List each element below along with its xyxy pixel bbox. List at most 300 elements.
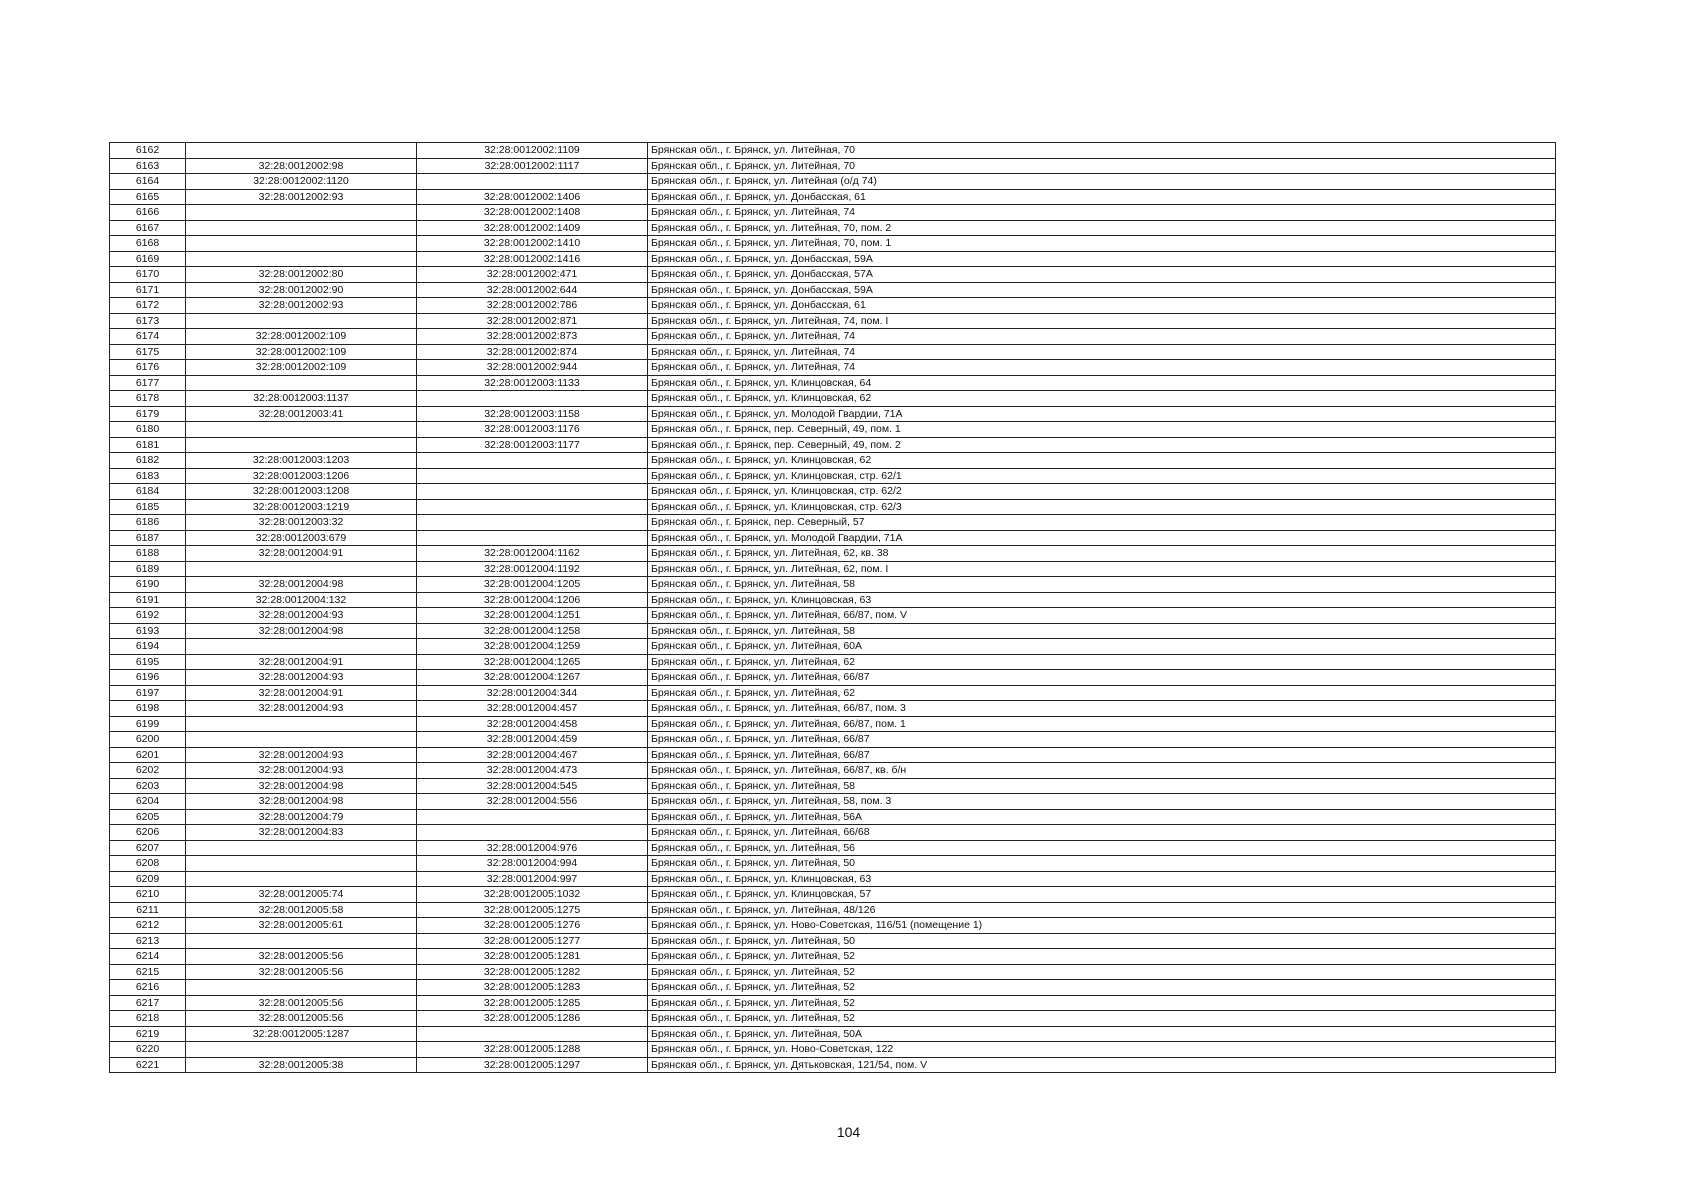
object-cadastral-number-cell: 32:28:0012002:874 — [417, 344, 648, 360]
address-cell: Брянская обл., г. Брянск, ул. Клинцовская, стр. 62/3 — [648, 499, 1556, 515]
address-cell: Брянская обл., г. Брянск, ул. Литейная, 62, пом. I — [648, 561, 1556, 577]
address-cell: Брянская обл., г. Брянск, ул. Клинцовская, 63 — [648, 592, 1556, 608]
object-cadastral-number-cell: 32:28:0012003:1176 — [417, 422, 648, 438]
parcel-cadastral-number-cell: 32:28:0012005:61 — [186, 918, 417, 934]
row-number-cell: 6174 — [110, 329, 186, 345]
row-number-cell: 6201 — [110, 747, 186, 763]
table-row — [110, 406, 1556, 422]
table-row — [110, 670, 1556, 686]
address-cell: Брянская обл., г. Брянск, ул. Ново-Советская, 116/51 (помещение 1) — [648, 918, 1556, 934]
address-cell: Брянская обл., г. Брянск, ул. Литейная, 52 — [648, 995, 1556, 1011]
row-number-cell: 6164 — [110, 174, 186, 190]
table-row — [110, 732, 1556, 748]
address-cell: Брянская обл., г. Брянск, ул. Донбасская, 59А — [648, 282, 1556, 298]
address-cell: Брянская обл., г. Брянск, ул. Литейная, 62 — [648, 654, 1556, 670]
row-number-cell: 6175 — [110, 344, 186, 360]
parcel-cadastral-number-cell: 32:28:0012004:98 — [186, 794, 417, 810]
object-cadastral-number-cell: 32:28:0012002:1408 — [417, 205, 648, 221]
parcel-cadastral-number-cell: 32:28:0012005:56 — [186, 1011, 417, 1027]
object-cadastral-number-cell: 32:28:0012002:1117 — [417, 158, 648, 174]
object-cadastral-number-cell: 32:28:0012004:1259 — [417, 639, 648, 655]
row-number-cell: 6199 — [110, 716, 186, 732]
parcel-cadastral-number-cell — [186, 639, 417, 655]
address-cell: Брянская обл., г. Брянск, ул. Литейная, 66/87, пом. 1 — [648, 716, 1556, 732]
table-row — [110, 933, 1556, 949]
row-number-cell: 6167 — [110, 220, 186, 236]
table-row — [110, 763, 1556, 779]
table-row — [110, 344, 1556, 360]
row-number-cell: 6191 — [110, 592, 186, 608]
parcel-cadastral-number-cell: 32:28:0012004:79 — [186, 809, 417, 825]
parcel-cadastral-number-cell: 32:28:0012002:93 — [186, 189, 417, 205]
object-cadastral-number-cell: 32:28:0012005:1286 — [417, 1011, 648, 1027]
parcel-cadastral-number-cell: 32:28:0012005:1287 — [186, 1026, 417, 1042]
address-cell: Брянская обл., г. Брянск, ул. Литейная, 74 — [648, 360, 1556, 376]
parcel-cadastral-number-cell: 32:28:0012005:56 — [186, 964, 417, 980]
object-cadastral-number-cell: 32:28:0012003:1158 — [417, 406, 648, 422]
parcel-cadastral-number-cell — [186, 980, 417, 996]
parcel-cadastral-number-cell: 32:28:0012002:109 — [186, 329, 417, 345]
row-number-cell: 6183 — [110, 468, 186, 484]
row-number-cell: 6169 — [110, 251, 186, 267]
address-cell: Брянская обл., г. Брянск, ул. Литейная, 74 — [648, 329, 1556, 345]
object-cadastral-number-cell: 32:28:0012004:1265 — [417, 654, 648, 670]
table-row — [110, 1026, 1556, 1042]
object-cadastral-number-cell — [417, 453, 648, 469]
parcel-cadastral-number-cell — [186, 313, 417, 329]
address-cell: Брянская обл., г. Брянск, ул. Дятьковская, 121/54, пом. V — [648, 1057, 1556, 1073]
table-row — [110, 484, 1556, 500]
parcel-cadastral-number-cell: 32:28:0012003:32 — [186, 515, 417, 531]
parcel-cadastral-number-cell — [186, 732, 417, 748]
address-cell: Брянская обл., г. Брянск, ул. Донбасская, 59А — [648, 251, 1556, 267]
parcel-cadastral-number-cell: 32:28:0012004:98 — [186, 778, 417, 794]
object-cadastral-number-cell: 32:28:0012005:1283 — [417, 980, 648, 996]
address-cell: Брянская обл., г. Брянск, ул. Клинцовская, 62 — [648, 391, 1556, 407]
object-cadastral-number-cell: 32:28:0012004:1192 — [417, 561, 648, 577]
row-number-cell: 6207 — [110, 840, 186, 856]
registry-table — [109, 142, 1556, 1073]
parcel-cadastral-number-cell — [186, 871, 417, 887]
parcel-cadastral-number-cell: 32:28:0012002:1120 — [186, 174, 417, 190]
parcel-cadastral-number-cell: 32:28:0012003:1208 — [186, 484, 417, 500]
object-cadastral-number-cell: 32:28:0012004:545 — [417, 778, 648, 794]
object-cadastral-number-cell — [417, 809, 648, 825]
object-cadastral-number-cell: 32:28:0012002:1109 — [417, 143, 648, 159]
table-row — [110, 995, 1556, 1011]
object-cadastral-number-cell: 32:28:0012004:1251 — [417, 608, 648, 624]
table-row — [110, 654, 1556, 670]
parcel-cadastral-number-cell: 32:28:0012003:1203 — [186, 453, 417, 469]
object-cadastral-number-cell: 32:28:0012003:1177 — [417, 437, 648, 453]
address-cell: Брянская обл., г. Брянск, ул. Литейная, 60А — [648, 639, 1556, 655]
row-number-cell: 6168 — [110, 236, 186, 252]
parcel-cadastral-number-cell: 32:28:0012003:1137 — [186, 391, 417, 407]
table-row — [110, 964, 1556, 980]
address-cell: Брянская обл., г. Брянск, ул. Литейная, 70, пом. 1 — [648, 236, 1556, 252]
address-cell: Брянская обл., г. Брянск, ул. Литейная, 52 — [648, 949, 1556, 965]
row-number-cell: 6176 — [110, 360, 186, 376]
row-number-cell: 6215 — [110, 964, 186, 980]
address-cell: Брянская обл., г. Брянск, ул. Литейная, 66/87, кв. б/н — [648, 763, 1556, 779]
row-number-cell: 6181 — [110, 437, 186, 453]
parcel-cadastral-number-cell: 32:28:0012003:1219 — [186, 499, 417, 515]
object-cadastral-number-cell: 32:28:0012004:1258 — [417, 623, 648, 639]
object-cadastral-number-cell: 32:28:0012004:976 — [417, 840, 648, 856]
parcel-cadastral-number-cell: 32:28:0012003:679 — [186, 530, 417, 546]
row-number-cell: 6180 — [110, 422, 186, 438]
parcel-cadastral-number-cell: 32:28:0012002:80 — [186, 267, 417, 283]
row-number-cell: 6193 — [110, 623, 186, 639]
table-row — [110, 422, 1556, 438]
address-cell: Брянская обл., г. Брянск, ул. Литейная, 52 — [648, 1011, 1556, 1027]
row-number-cell: 6182 — [110, 453, 186, 469]
row-number-cell: 6198 — [110, 701, 186, 717]
row-number-cell: 6166 — [110, 205, 186, 221]
row-number-cell: 6162 — [110, 143, 186, 159]
row-number-cell: 6200 — [110, 732, 186, 748]
table-row — [110, 205, 1556, 221]
row-number-cell: 6217 — [110, 995, 186, 1011]
object-cadastral-number-cell — [417, 468, 648, 484]
table-row — [110, 577, 1556, 593]
row-number-cell: 6206 — [110, 825, 186, 841]
object-cadastral-number-cell: 32:28:0012005:1275 — [417, 902, 648, 918]
address-cell: Брянская обл., г. Брянск, ул. Литейная, 48/126 — [648, 902, 1556, 918]
address-cell: Брянская обл., г. Брянск, ул. Литейная, 74, пом. I — [648, 313, 1556, 329]
address-cell: Брянская обл., г. Брянск, ул. Литейная, 52 — [648, 964, 1556, 980]
object-cadastral-number-cell: 32:28:0012004:344 — [417, 685, 648, 701]
row-number-cell: 6165 — [110, 189, 186, 205]
parcel-cadastral-number-cell: 32:28:0012002:109 — [186, 344, 417, 360]
parcel-cadastral-number-cell — [186, 220, 417, 236]
row-number-cell: 6214 — [110, 949, 186, 965]
table-row — [110, 1057, 1556, 1073]
object-cadastral-number-cell: 32:28:0012005:1282 — [417, 964, 648, 980]
table-row — [110, 747, 1556, 763]
row-number-cell: 6220 — [110, 1042, 186, 1058]
object-cadastral-number-cell: 32:28:0012004:458 — [417, 716, 648, 732]
table-row — [110, 236, 1556, 252]
address-cell: Брянская обл., г. Брянск, ул. Литейная, 66/87 — [648, 747, 1556, 763]
parcel-cadastral-number-cell — [186, 561, 417, 577]
row-number-cell: 6202 — [110, 763, 186, 779]
row-number-cell: 6205 — [110, 809, 186, 825]
parcel-cadastral-number-cell: 32:28:0012005:56 — [186, 995, 417, 1011]
row-number-cell: 6218 — [110, 1011, 186, 1027]
address-cell: Брянская обл., г. Брянск, ул. Клинцовская, стр. 62/2 — [648, 484, 1556, 500]
object-cadastral-number-cell: 32:28:0012002:644 — [417, 282, 648, 298]
table-row — [110, 871, 1556, 887]
table-row — [110, 298, 1556, 314]
parcel-cadastral-number-cell: 32:28:0012005:58 — [186, 902, 417, 918]
table-row — [110, 158, 1556, 174]
row-number-cell: 6170 — [110, 267, 186, 283]
row-number-cell: 6204 — [110, 794, 186, 810]
address-cell: Брянская обл., г. Брянск, ул. Ново-Советская, 122 — [648, 1042, 1556, 1058]
address-cell: Брянская обл., г. Брянск, ул. Литейная, 56А — [648, 809, 1556, 825]
table-row — [110, 856, 1556, 872]
table-row — [110, 468, 1556, 484]
address-cell: Брянская обл., г. Брянск, ул. Литейная, 52 — [648, 980, 1556, 996]
object-cadastral-number-cell: 32:28:0012002:944 — [417, 360, 648, 376]
object-cadastral-number-cell: 32:28:0012002:1410 — [417, 236, 648, 252]
address-cell: Брянская обл., г. Брянск, ул. Клинцовская, 63 — [648, 871, 1556, 887]
object-cadastral-number-cell: 32:28:0012004:467 — [417, 747, 648, 763]
parcel-cadastral-number-cell: 32:28:0012004:83 — [186, 825, 417, 841]
address-cell: Брянская обл., г. Брянск, ул. Литейная, 58 — [648, 577, 1556, 593]
address-cell: Брянская обл., г. Брянск, ул. Литейная, 62, кв. 38 — [648, 546, 1556, 562]
table-row — [110, 453, 1556, 469]
row-number-cell: 6172 — [110, 298, 186, 314]
row-number-cell: 6203 — [110, 778, 186, 794]
table-row — [110, 515, 1556, 531]
object-cadastral-number-cell: 32:28:0012003:1133 — [417, 375, 648, 391]
object-cadastral-number-cell: 32:28:0012004:1205 — [417, 577, 648, 593]
object-cadastral-number-cell: 32:28:0012004:457 — [417, 701, 648, 717]
row-number-cell: 6194 — [110, 639, 186, 655]
object-cadastral-number-cell: 32:28:0012004:556 — [417, 794, 648, 810]
parcel-cadastral-number-cell: 32:28:0012005:74 — [186, 887, 417, 903]
address-cell: Брянская обл., г. Брянск, ул. Литейная, 74 — [648, 344, 1556, 360]
address-cell: Брянская обл., г. Брянск, ул. Донбасская, 57А — [648, 267, 1556, 283]
table-row — [110, 282, 1556, 298]
address-cell: Брянская обл., г. Брянск, пер. Северный, 57 — [648, 515, 1556, 531]
page-number: 104 — [836, 1124, 861, 1140]
parcel-cadastral-number-cell: 32:28:0012005:38 — [186, 1057, 417, 1073]
address-cell: Брянская обл., г. Брянск, ул. Донбасская, 61 — [648, 298, 1556, 314]
address-cell: Брянская обл., г. Брянск, ул. Литейная, 58 — [648, 623, 1556, 639]
parcel-cadastral-number-cell — [186, 143, 417, 159]
table-row — [110, 701, 1556, 717]
registry-table-body — [110, 143, 1556, 1073]
object-cadastral-number-cell — [417, 174, 648, 190]
parcel-cadastral-number-cell — [186, 716, 417, 732]
object-cadastral-number-cell — [417, 515, 648, 531]
object-cadastral-number-cell: 32:28:0012002:1406 — [417, 189, 648, 205]
row-number-cell: 6195 — [110, 654, 186, 670]
address-cell: Брянская обл., г. Брянск, ул. Клинцовская, 57 — [648, 887, 1556, 903]
object-cadastral-number-cell — [417, 391, 648, 407]
row-number-cell: 6163 — [110, 158, 186, 174]
object-cadastral-number-cell: 32:28:0012002:873 — [417, 329, 648, 345]
parcel-cadastral-number-cell — [186, 422, 417, 438]
table-row — [110, 825, 1556, 841]
parcel-cadastral-number-cell: 32:28:0012004:98 — [186, 577, 417, 593]
address-cell: Брянская обл., г. Брянск, ул. Литейная, 58 — [648, 778, 1556, 794]
parcel-cadastral-number-cell: 32:28:0012004:93 — [186, 670, 417, 686]
address-cell: Брянская обл., г. Брянск, ул. Донбасская, 61 — [648, 189, 1556, 205]
address-cell: Брянская обл., г. Брянск, ул. Литейная, 66/87, пом. 3 — [648, 701, 1556, 717]
parcel-cadastral-number-cell: 32:28:0012004:93 — [186, 763, 417, 779]
object-cadastral-number-cell: 32:28:0012004:994 — [417, 856, 648, 872]
parcel-cadastral-number-cell: 32:28:0012004:91 — [186, 685, 417, 701]
table-row — [110, 391, 1556, 407]
address-cell: Брянская обл., г. Брянск, ул. Клинцовская, 64 — [648, 375, 1556, 391]
parcel-cadastral-number-cell: 32:28:0012002:98 — [186, 158, 417, 174]
object-cadastral-number-cell: 32:28:0012002:871 — [417, 313, 648, 329]
object-cadastral-number-cell — [417, 1026, 648, 1042]
object-cadastral-number-cell: 32:28:0012004:1267 — [417, 670, 648, 686]
table-row — [110, 685, 1556, 701]
row-number-cell: 6221 — [110, 1057, 186, 1073]
parcel-cadastral-number-cell — [186, 840, 417, 856]
object-cadastral-number-cell: 32:28:0012005:1285 — [417, 995, 648, 1011]
parcel-cadastral-number-cell — [186, 251, 417, 267]
row-number-cell: 6184 — [110, 484, 186, 500]
row-number-cell: 6178 — [110, 391, 186, 407]
object-cadastral-number-cell: 32:28:0012005:1277 — [417, 933, 648, 949]
row-number-cell: 6208 — [110, 856, 186, 872]
row-number-cell: 6190 — [110, 577, 186, 593]
object-cadastral-number-cell — [417, 499, 648, 515]
object-cadastral-number-cell: 32:28:0012004:1162 — [417, 546, 648, 562]
table-row — [110, 949, 1556, 965]
parcel-cadastral-number-cell: 32:28:0012004:132 — [186, 592, 417, 608]
table-row — [110, 902, 1556, 918]
row-number-cell: 6186 — [110, 515, 186, 531]
parcel-cadastral-number-cell — [186, 236, 417, 252]
address-cell: Брянская обл., г. Брянск, пер. Северный, 49, пом. 2 — [648, 437, 1556, 453]
address-cell: Брянская обл., г. Брянск, ул. Литейная, 56 — [648, 840, 1556, 856]
parcel-cadastral-number-cell: 32:28:0012003:41 — [186, 406, 417, 422]
parcel-cadastral-number-cell: 32:28:0012004:91 — [186, 546, 417, 562]
table-row — [110, 840, 1556, 856]
object-cadastral-number-cell: 32:28:0012005:1281 — [417, 949, 648, 965]
row-number-cell: 6209 — [110, 871, 186, 887]
table-row — [110, 608, 1556, 624]
parcel-cadastral-number-cell: 32:28:0012002:109 — [186, 360, 417, 376]
parcel-cadastral-number-cell: 32:28:0012002:93 — [186, 298, 417, 314]
table-row — [110, 1042, 1556, 1058]
address-cell: Брянская обл., г. Брянск, ул. Клинцовская, стр. 62/1 — [648, 468, 1556, 484]
address-cell: Брянская обл., г. Брянск, ул. Клинцовская, 62 — [648, 453, 1556, 469]
table-row — [110, 918, 1556, 934]
table-row — [110, 220, 1556, 236]
parcel-cadastral-number-cell: 32:28:0012005:56 — [186, 949, 417, 965]
parcel-cadastral-number-cell: 32:28:0012004:93 — [186, 701, 417, 717]
row-number-cell: 6187 — [110, 530, 186, 546]
row-number-cell: 6212 — [110, 918, 186, 934]
table-row — [110, 189, 1556, 205]
table-row — [110, 592, 1556, 608]
object-cadastral-number-cell — [417, 825, 648, 841]
address-cell: Брянская обл., г. Брянск, ул. Молодой Гвардии, 71А — [648, 530, 1556, 546]
table-row — [110, 267, 1556, 283]
table-row — [110, 639, 1556, 655]
address-cell: Брянская обл., г. Брянск, ул. Литейная, 70 — [648, 143, 1556, 159]
address-cell: Брянская обл., г. Брянск, ул. Литейная, 66/87 — [648, 670, 1556, 686]
address-cell: Брянская обл., г. Брянск, ул. Литейная, 66/87 — [648, 732, 1556, 748]
row-number-cell: 6171 — [110, 282, 186, 298]
table-row — [110, 329, 1556, 345]
object-cadastral-number-cell: 32:28:0012005:1297 — [417, 1057, 648, 1073]
parcel-cadastral-number-cell: 32:28:0012004:98 — [186, 623, 417, 639]
row-number-cell: 6177 — [110, 375, 186, 391]
parcel-cadastral-number-cell: 32:28:0012002:90 — [186, 282, 417, 298]
object-cadastral-number-cell: 32:28:0012004:459 — [417, 732, 648, 748]
table-row — [110, 623, 1556, 639]
parcel-cadastral-number-cell — [186, 933, 417, 949]
address-cell: Брянская обл., г. Брянск, ул. Литейная, 66/68 — [648, 825, 1556, 841]
address-cell: Брянская обл., г. Брянск, ул. Литейная, 50 — [648, 856, 1556, 872]
address-cell: Брянская обл., г. Брянск, ул. Литейная (о/д 74) — [648, 174, 1556, 190]
address-cell: Брянская обл., г. Брянск, ул. Литейная, 58, пом. 3 — [648, 794, 1556, 810]
row-number-cell: 6179 — [110, 406, 186, 422]
table-row — [110, 360, 1556, 376]
table-row — [110, 980, 1556, 996]
table-row — [110, 251, 1556, 267]
table-row — [110, 778, 1556, 794]
table-row — [110, 375, 1556, 391]
row-number-cell: 6219 — [110, 1026, 186, 1042]
address-cell: Брянская обл., г. Брянск, ул. Литейная, 62 — [648, 685, 1556, 701]
row-number-cell: 6196 — [110, 670, 186, 686]
address-cell: Брянская обл., г. Брянск, ул. Литейная, 50А — [648, 1026, 1556, 1042]
object-cadastral-number-cell: 32:28:0012004:1206 — [417, 592, 648, 608]
parcel-cadastral-number-cell: 32:28:0012004:93 — [186, 747, 417, 763]
object-cadastral-number-cell: 32:28:0012002:471 — [417, 267, 648, 283]
object-cadastral-number-cell: 32:28:0012004:997 — [417, 871, 648, 887]
row-number-cell: 6211 — [110, 902, 186, 918]
address-cell: Брянская обл., г. Брянск, ул. Литейная, 66/87, пом. V — [648, 608, 1556, 624]
parcel-cadastral-number-cell — [186, 437, 417, 453]
row-number-cell: 6197 — [110, 685, 186, 701]
address-cell: Брянская обл., г. Брянск, ул. Литейная, 50 — [648, 933, 1556, 949]
parcel-cadastral-number-cell — [186, 205, 417, 221]
row-number-cell: 6216 — [110, 980, 186, 996]
row-number-cell: 6173 — [110, 313, 186, 329]
row-number-cell: 6213 — [110, 933, 186, 949]
table-row — [110, 437, 1556, 453]
table-row — [110, 530, 1556, 546]
table-row — [110, 887, 1556, 903]
address-cell: Брянская обл., г. Брянск, ул. Молодой Гвардии, 71А — [648, 406, 1556, 422]
parcel-cadastral-number-cell: 32:28:0012004:91 — [186, 654, 417, 670]
table-row — [110, 1011, 1556, 1027]
object-cadastral-number-cell: 32:28:0012005:1276 — [417, 918, 648, 934]
table-row — [110, 546, 1556, 562]
table-row — [110, 809, 1556, 825]
address-cell: Брянская обл., г. Брянск, ул. Литейная, 70, пом. 2 — [648, 220, 1556, 236]
row-number-cell: 6192 — [110, 608, 186, 624]
table-row — [110, 794, 1556, 810]
address-cell: Брянская обл., г. Брянск, ул. Литейная, 70 — [648, 158, 1556, 174]
object-cadastral-number-cell: 32:28:0012002:786 — [417, 298, 648, 314]
object-cadastral-number-cell: 32:28:0012004:473 — [417, 763, 648, 779]
table-row — [110, 561, 1556, 577]
table-row — [110, 716, 1556, 732]
row-number-cell: 6185 — [110, 499, 186, 515]
object-cadastral-number-cell — [417, 530, 648, 546]
object-cadastral-number-cell: 32:28:0012002:1409 — [417, 220, 648, 236]
row-number-cell: 6189 — [110, 561, 186, 577]
row-number-cell: 6210 — [110, 887, 186, 903]
parcel-cadastral-number-cell: 32:28:0012004:93 — [186, 608, 417, 624]
table-row — [110, 143, 1556, 159]
object-cadastral-number-cell — [417, 484, 648, 500]
parcel-cadastral-number-cell — [186, 375, 417, 391]
address-cell: Брянская обл., г. Брянск, пер. Северный, 49, пом. 1 — [648, 422, 1556, 438]
parcel-cadastral-number-cell: 32:28:0012003:1206 — [186, 468, 417, 484]
object-cadastral-number-cell: 32:28:0012005:1032 — [417, 887, 648, 903]
row-number-cell: 6188 — [110, 546, 186, 562]
table-row — [110, 313, 1556, 329]
table-row — [110, 499, 1556, 515]
parcel-cadastral-number-cell — [186, 856, 417, 872]
parcel-cadastral-number-cell — [186, 1042, 417, 1058]
table-row — [110, 174, 1556, 190]
